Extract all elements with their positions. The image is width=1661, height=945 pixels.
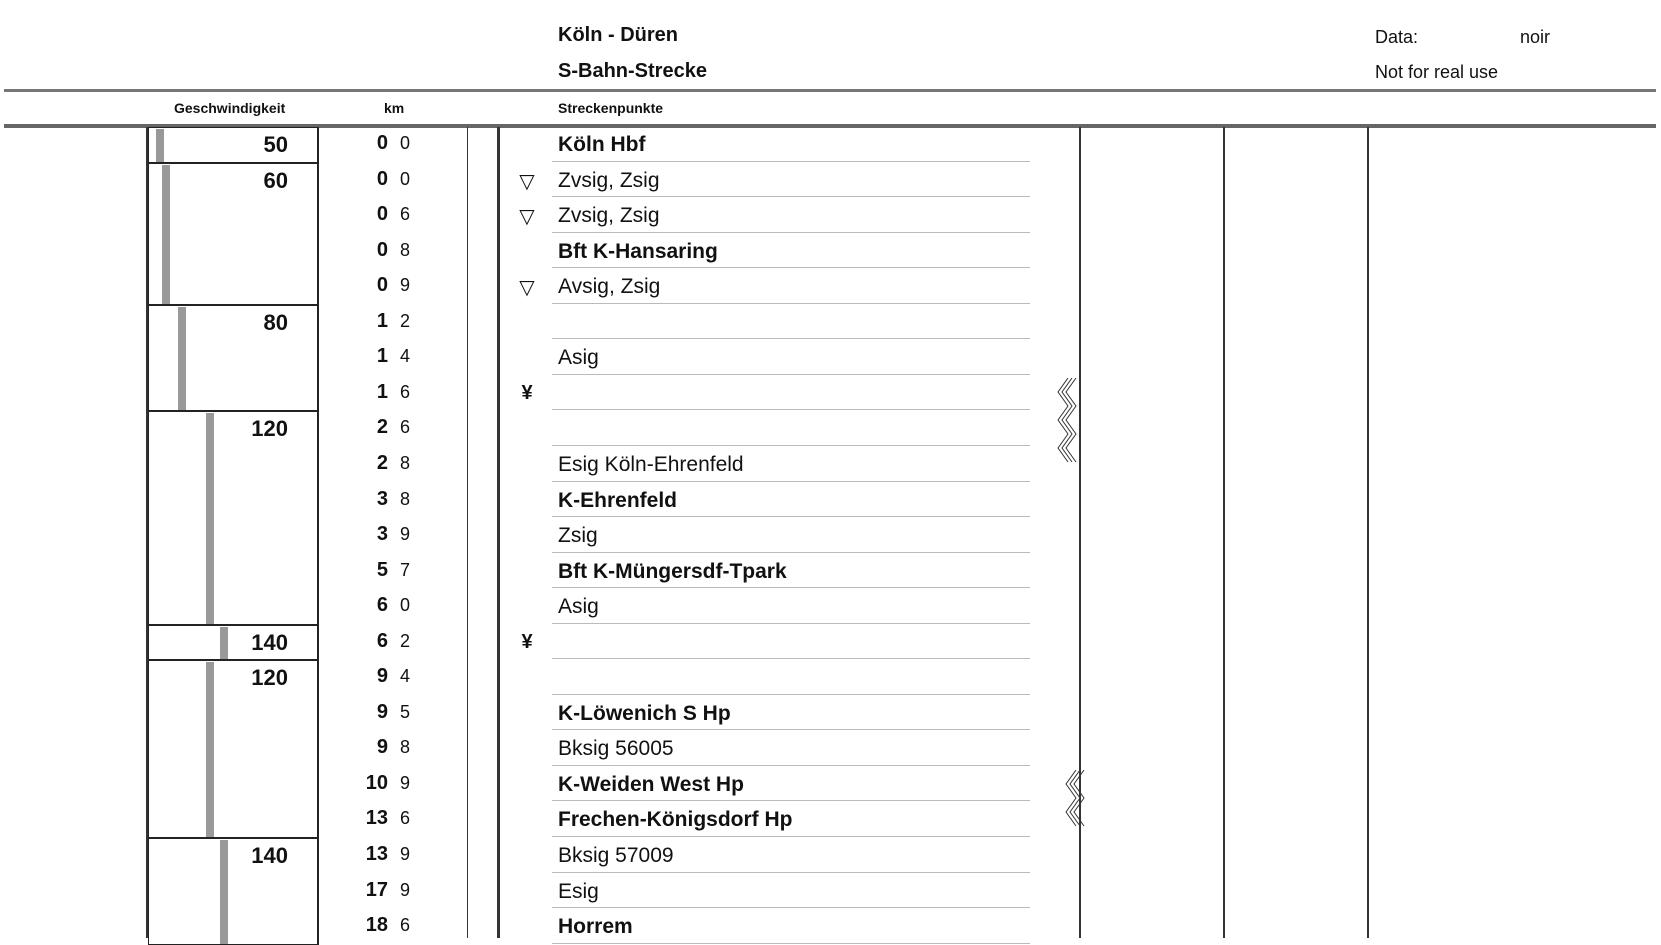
row-divider: [552, 267, 1030, 268]
km-value: [350, 665, 410, 688]
speed-value: 80: [263, 309, 288, 335]
km-whole: 1: [376, 380, 388, 403]
km-decimal: 5: [399, 701, 410, 722]
km-decimal: 2: [399, 630, 410, 651]
km-value: [350, 843, 410, 866]
speed-value: 120: [251, 416, 288, 442]
signal-triangle-icon: ▽: [519, 206, 535, 229]
km-value: [350, 701, 410, 724]
km-whole: 0: [376, 167, 388, 190]
km-decimal: 8: [399, 239, 410, 260]
speed-value: 140: [251, 629, 288, 655]
km-decimal: 9: [399, 275, 410, 296]
km-decimal: 0: [399, 595, 410, 616]
speed-value: 140: [251, 843, 288, 868]
km-decimal: 9: [399, 524, 410, 545]
km-whole: 6: [376, 594, 388, 617]
km-decimal: 8: [399, 737, 410, 758]
km-whole: 6: [376, 629, 388, 652]
km-value: [350, 523, 410, 546]
km-whole: 3: [376, 487, 388, 510]
km-value: [350, 914, 410, 937]
km-whole: 0: [376, 274, 388, 297]
km-whole: 3: [376, 523, 388, 546]
row-divider: [552, 409, 1030, 410]
km-whole: 2: [376, 416, 388, 439]
track-point-name: Asig: [558, 595, 599, 619]
km-value: [350, 203, 410, 226]
row-divider: [552, 765, 1030, 766]
km-decimal: 6: [399, 381, 410, 402]
data-value: noir: [1520, 27, 1551, 47]
km-whole: 9: [376, 700, 388, 723]
km-decimal: 4: [399, 666, 410, 687]
track-point-name: K-Weiden West Hp: [558, 772, 744, 796]
km-value: [350, 310, 410, 333]
speed-value: 50: [263, 132, 288, 157]
row-divider: [552, 587, 1030, 588]
km-decimal: 6: [399, 915, 410, 936]
km-whole: 0: [376, 203, 388, 226]
col-km-header: km: [384, 100, 405, 116]
km-value: [350, 736, 410, 759]
km-decimal: 9: [399, 844, 410, 864]
switch-icon: ¥: [521, 381, 533, 404]
km-value: [350, 452, 410, 475]
track-point-name: K-Löwenich S Hp: [558, 701, 731, 725]
col-divider-2: [1223, 127, 1225, 938]
row-divider: [552, 729, 1030, 730]
km-decimal: 8: [399, 488, 410, 509]
km-decimal: 7: [399, 559, 410, 580]
km-whole: 10: [365, 771, 388, 794]
km-decimal: 4: [399, 346, 410, 367]
row-divider: [552, 516, 1030, 517]
km-value: [350, 772, 410, 795]
symbol-col-border: [497, 127, 500, 938]
km-value: [350, 559, 410, 582]
track-point-name: Avsig, Zsig: [558, 275, 661, 299]
km-value: [350, 168, 410, 191]
km-value: [350, 630, 410, 653]
km-decimal: 0: [399, 168, 410, 189]
km-value: [350, 879, 410, 902]
km-value: [350, 381, 410, 404]
km-decimal: 2: [399, 310, 410, 331]
km-decimal: 6: [399, 204, 410, 225]
km-col-border: [467, 127, 468, 938]
km-whole: 13: [365, 843, 388, 865]
row-divider: [552, 161, 1030, 162]
km-value: [350, 488, 410, 511]
km-whole: 9: [376, 665, 388, 688]
km-decimal: 6: [399, 808, 410, 829]
switch-icon: ¥: [521, 630, 533, 653]
km-whole: 9: [376, 736, 388, 759]
row-divider: [552, 694, 1030, 695]
track-point-name: Esig: [558, 879, 599, 903]
km-whole: 0: [376, 132, 388, 154]
route-title: Köln - Düren: [558, 24, 678, 46]
track-point-name: Bksig 57009: [558, 844, 674, 867]
km-value: [350, 416, 410, 439]
row-divider: [552, 196, 1030, 197]
track-point-name: Zvsig, Zsig: [558, 168, 660, 192]
row-divider: [552, 836, 1030, 837]
km-decimal: 9: [399, 772, 410, 793]
row-divider: [552, 374, 1030, 375]
col-points-header: Streckenpunkte: [558, 100, 664, 116]
km-whole: 13: [365, 807, 388, 830]
speed-bar: [206, 413, 214, 623]
row-divider: [552, 623, 1030, 624]
track-point-name: Esig Köln-Ehrenfeld: [558, 452, 744, 476]
km-whole: 5: [376, 558, 388, 581]
row-divider: [552, 800, 1030, 801]
disclaimer: Not for real use: [1375, 62, 1499, 82]
km-value: [350, 594, 410, 617]
track-point-name: Asig: [558, 346, 599, 370]
track-point-name: Bft K-Müngersdf-Tpark: [558, 559, 787, 583]
track-point-name: Frechen-Königsdorf Hp: [558, 808, 793, 832]
line-type: S-Bahn-Strecke: [558, 60, 707, 82]
speed-value: 60: [263, 167, 288, 193]
km-value: [350, 807, 410, 830]
row-divider: [552, 872, 1030, 873]
signal-triangle-icon: ▽: [519, 277, 535, 300]
speed-section: [148, 411, 319, 624]
row-divider: [552, 232, 1030, 233]
km-value: [350, 345, 410, 368]
km-decimal: 9: [399, 879, 410, 900]
row-divider: [552, 658, 1030, 659]
curve-zigzag-icon: [1050, 378, 1080, 472]
km-whole: 17: [365, 878, 388, 901]
col-divider-3: [1367, 127, 1369, 938]
km-decimal: 8: [399, 452, 410, 473]
track-point-name: Zvsig, Zsig: [558, 204, 660, 228]
track-point-name: Köln Hbf: [558, 133, 646, 156]
km-decimal: 0: [399, 133, 410, 153]
row-divider: [552, 338, 1030, 339]
row-divider: [552, 552, 1030, 553]
row-divider: [552, 481, 1030, 482]
speed-value: 120: [251, 665, 288, 691]
track-point-name: Zsig: [558, 524, 598, 548]
curve-zigzag-icon: [1058, 770, 1088, 836]
km-whole: 18: [365, 914, 388, 937]
signal-triangle-icon: ▽: [519, 170, 535, 193]
km-value: [350, 239, 410, 262]
km-whole: 1: [376, 309, 388, 332]
data-label: Data:: [1375, 27, 1419, 47]
col-speed-header: Geschwindigkeit: [174, 100, 286, 116]
track-point-name: K-Ehrenfeld: [558, 488, 678, 512]
km-decimal: 6: [399, 417, 410, 438]
km-whole: 2: [376, 451, 388, 474]
row-divider: [552, 907, 1030, 908]
row-divider: [552, 303, 1030, 304]
header-divider: [4, 89, 1656, 92]
row-divider: [552, 445, 1030, 446]
track-point-name: Bft K-Hansaring: [558, 239, 718, 263]
km-whole: 1: [376, 345, 388, 368]
km-value: [350, 132, 410, 155]
track-point-name: Horrem: [558, 915, 633, 939]
km-whole: 0: [376, 238, 388, 261]
track-point-name: Bksig 56005: [558, 737, 674, 761]
km-value: [350, 274, 410, 297]
row-divider: [552, 943, 1030, 944]
